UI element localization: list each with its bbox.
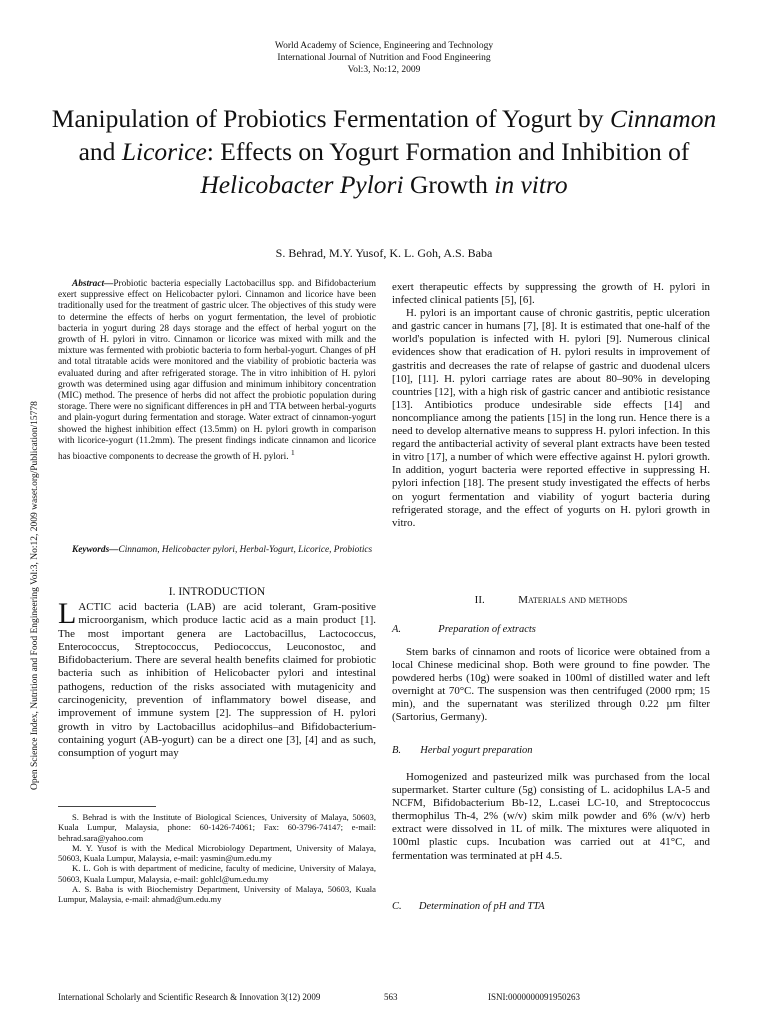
footnote-divider [58,806,156,807]
paper-title [40,102,728,201]
right-column-intro [392,281,710,530]
introduction-body [58,597,376,761]
section-heading-methods [392,594,710,606]
footnote-item: K. L. Goh is with department of medicine, faculty of medicine, University of Malaya, 50603, Kuala Lumpur, Malaysia, e-mail: gohlcl@um.edu.my [58,863,376,884]
subsection-heading-a [392,624,710,635]
abstract-footnote-mark: 1 [290,448,295,458]
header-line-2: International Journal of Nutrition and Food Engineering [277,53,491,63]
section-heading-introduction: I. INTRODUCTION [168,586,266,598]
title-part-1: Manipulation of Probiotics Fermentation of Yogurt by [51,104,610,133]
subsection-label: A. [392,624,402,635]
title-italic-3: Helicobacter Pylori [200,170,404,199]
subsection-label: C. [392,901,402,912]
footnotes [58,812,376,905]
drop-cap: L [58,597,77,630]
keywords-text: Cinnamon, Helicobacter pylori, Herbal-Yogurt, Licorice, Probiotics [118,545,373,555]
header-line-3: Vol:3, No:12, 2009 [347,65,421,75]
abstract-label: Abstract— [72,279,114,289]
section-title: Materials and methods [518,594,628,606]
subsection-heading-b [392,745,710,756]
intro-continued-paragraph: exert therapeutic effects by suppressing the growth of H. pylori in infected clinical patients [5], [6]. [392,281,710,307]
abstract-block [58,279,376,463]
title-part-4: Growth [403,170,495,199]
section-number: II. [474,594,485,606]
footnote-item: S. Behrad is with the Institute of Biological Sciences, University of Malaya, 50603, Kuala Lumpur, Malaysia, phone: 60-1426-74061; Fax: 60-3796-74147; e-mail: behrad.sara@yahoo.com [58,812,376,843]
footnote-item: M. Y. Yusof is with the Medical Microbiology Department, University of Malaya, 50603, Kuala Lumpur, Malaysia, e-mail: yasmin@um.edu.my [58,842,376,864]
introduction-text: ACTIC acid bacteria (LAB) are acid tolerant, Gram-positive microorganism, which produce lactic acid as a main product [1]. The most important genera are Lactobacillus, Lactococcus, Enterococcus, Streptococcus, Pediococcus, Leuconostoc, and Bifidobacterium. There are several health benefits claimed for probiotic bacteria such as inhibition of Helicobacter pylori and intestinal pathogens, reduction of the risks associated with mutagenicity and carcinogenicity, prevention of inflammatory bowel disease, and improvement of immune system [2]. The suppression of H. pylori growth in vitro by Lactobacillus acidophilus–and Bifidobacterium-containing yogurt (AB-yogurt) can be a direct one [3], [4] and as such, consumption of yogurt may [58,601,376,760]
subsection-title: Preparation of extracts [438,624,536,635]
intro-paragraph-hpylori: H. pylori is an important cause of chronic gastritis, peptic ulceration and gastric cancer in humans [7], [8]. It is estimated that one-half of the world's population is infected with H. pylori [9]. Numerous clinical evidences show that eradication of H. pylori results in improvement of gastritis and decreases the rate of relapse of gastric and duodenal ulcers [10], [11]. H. pylori carriage rates are about 80–90% in developing countries [12], with a high risk of gastric cancer and antibiotic resistance [13]. Antibiotics produce undesirable side effects [14] and noncompliance among the patients [15] in the long run. Hence there is a need to develop alternative means to suppress H. pylori infection. In this regard the antibacterial activity of several plant extracts have been tested in vitro [17], a number of which were effective against H. pylori growth. In addition, yogurt bacteria were reported effective in suppressing H. pylori infection [18]. The present study investigated the effects of herbs on yogurt fermentation and viability of yogurt bacteria during refrigerated storage, and the effect of yogurts on H. pylori growth in vitro. [392,307,710,529]
abstract-text: Probiotic bacteria especially Lactobacillus spp. and Bifidobacterium exert suppressive effect on Helicobacter pylori. Cinnamon and licorice have been traditionally used for the treatment of gastric ulcer. The objectives of this study were to determine the effects of herbs on yogurt fermentation, the level of probiotic bacteria in yogurt during 28 days storage and the effect of herbal yogurt on the growth of H. pylori in vitro. Cinnamon or licorice was mixed with milk and the mixture was fermented with probiotic bacteria to form herbal-yogurt. Changes of pH and total titratable acids were monitored and the viability of probiotic bacteria was evaluated during and after refrigerated storage. The in vitro inhibition of H. pylori growth was determined using agar diffusion and minimum inhibitory concentration (MIC) method. The presence of herbs did not affect the probiotic population during storage. There were no significant differences in pH and TTA between herbal-yogurts and plain-yogurt during fermentation and storage. Water extract of cinnamon-yogurt showed the highest inhibition effect (13.5mm) on H. pylori growth in comparison with licorice-yogurt (11.2mm). The present findings indicate cinnamon and licorice has bioactive components to decrease the growth of H. pylori. [58,279,376,463]
side-index-text: Open Science Index, Nutrition and Food Engineering Vol:3, No:12, 2009 waset.org/Publication/15778 [30,401,40,790]
subsection-heading-c [392,901,710,912]
paragraph-text: Stem barks of cinnamon and roots of licorice were obtained from a local Chinese medicinal shop. Both were ground to fine powder. The powdered herbs (10g) were soaked in 100ml of distilled water and left overnight at 70°C. The suspension was then centrifuged (2000 rpm; 15 min), and the supernatant was sterilized through 0.22 µm filter (Sartorius, Germany). [392,646,710,724]
page-number: 563 [384,992,398,1002]
subsection-title: Determination of pH and TTA [418,901,545,912]
paragraph-text: Homogenized and pasteurized milk was purchased from the local supermarket. Starter culture (5g) consisting of L. acidophilus LA-5 and NCFM, Bifidobacterium Bb-12, L.casei LC-10, and Streptococcus thermophilus Th-4, 2% (w/v) skim milk powder and 6% (w/v) herb extract were dissolved in 1L of milk. The mixtures were aliquoted in 100ml plastic cups. Incubation was carried out at 41°C, and fermentation was terminated at pH 4.5. [392,771,710,862]
title-italic-1: Cinnamon [609,104,717,133]
extracts-paragraph [392,646,710,725]
keywords-block [58,545,376,556]
footnote-item: A. S. Baba is with Biochemistry Department, University of Malaya, 50603, Kuala Lumpur, Malaysia, e-mail: ahmad@um.edu.my [58,884,376,905]
footer-publisher: International Scholarly and Scientific Research & Innovation 3(12) 2009 [58,992,321,1002]
footer-isni: ISNI:0000000091950263 [488,992,580,1002]
title-italic-4: in vitro [494,170,568,199]
subsection-title: Herbal yogurt preparation [420,745,533,756]
header-line-1: World Academy of Science, Engineering and Technology [274,41,494,51]
keywords-label: Keywords— [72,545,119,555]
journal-header [0,40,768,76]
title-part-2: and [78,137,122,166]
author-list: S. Behrad, M.Y. Yusof, K. L. Goh, A.S. Baba [275,246,493,260]
title-italic-2: Licorice [121,137,207,166]
title-part-3: : Effects on Yogurt Formation and Inhibition of [206,137,690,166]
subsection-label: B. [392,745,402,756]
yogurt-preparation-paragraph [392,771,710,863]
